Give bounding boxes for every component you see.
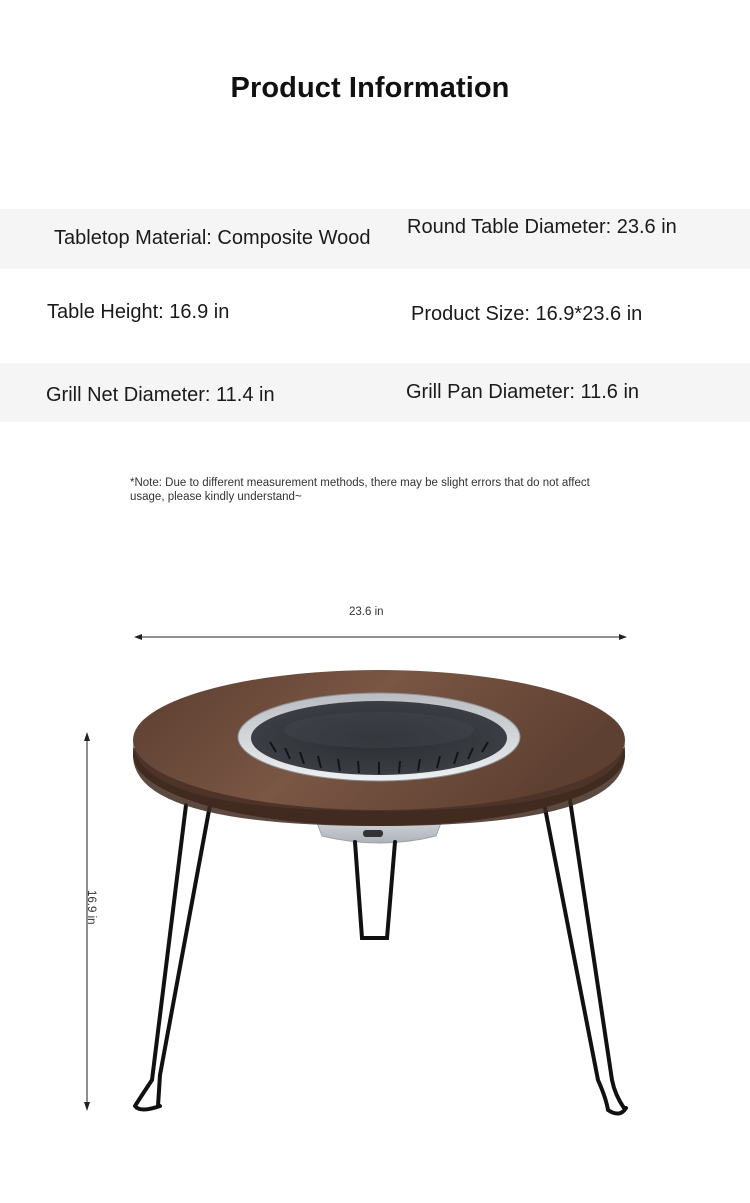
- width-dimension-label: 23.6 in: [349, 606, 384, 618]
- grill-net: [238, 693, 520, 781]
- spec-tabletop-material: Tabletop Material: Composite Wood: [54, 227, 371, 249]
- height-dimension-label: 16.9 in: [85, 890, 97, 925]
- grill-table-illustration: [0, 560, 750, 1160]
- spec-table-height: Table Height: 16.9 in: [47, 301, 230, 323]
- height-dimension-arrow: [84, 732, 90, 1111]
- spec-product-size: Product Size: 16.9*23.6 in: [411, 303, 643, 325]
- width-dimension-arrow: [134, 634, 627, 640]
- spec-round-table-diameter: Round Table Diameter: 23.6 in: [407, 216, 677, 238]
- page-title: Product Information: [230, 72, 510, 104]
- spec-grill-pan-diameter: Grill Pan Diameter: 11.6 in: [406, 381, 640, 403]
- measurement-note: *Note: Due to different measurement methods, there may be slight errors that do not affect usage, please kindly understand~: [130, 477, 590, 503]
- center-support-leg: [355, 842, 395, 938]
- spec-grill-net-diameter: Grill Net Diameter: 11.4 in: [46, 384, 275, 406]
- table-legs: [135, 800, 626, 1114]
